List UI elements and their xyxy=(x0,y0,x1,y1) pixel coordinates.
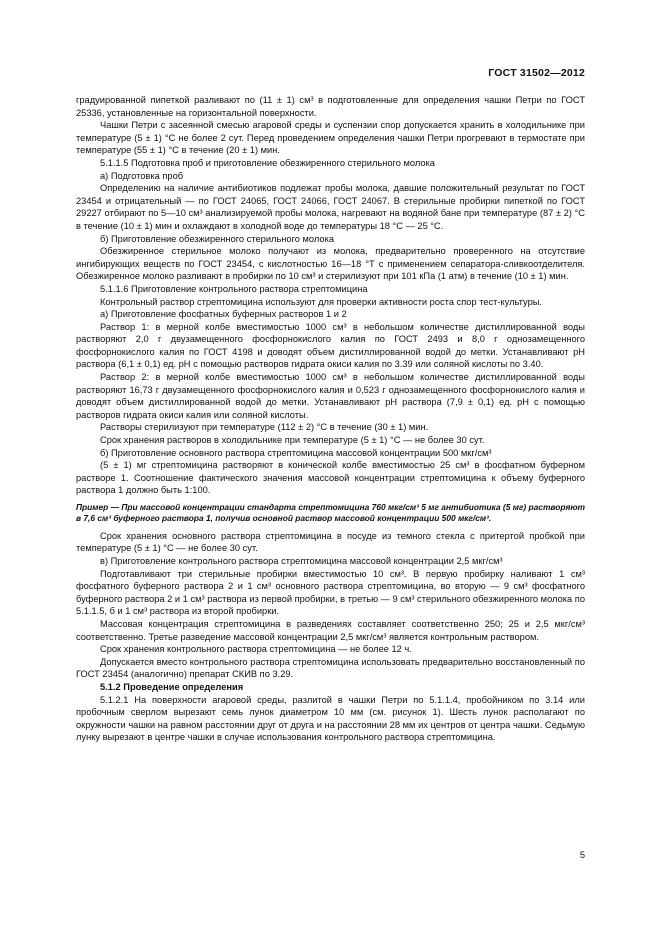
subsection-heading: б) Приготовление основного раствора стрептомицина массовой концентрации 500 мкг/см³ xyxy=(100,447,492,458)
subsection-heading: в) Приготовление контрольного раствора стрептомицина массовой концентрации 2,5 мкг/см³ xyxy=(100,556,503,566)
section-heading: 5.1.2 Проведение определения xyxy=(100,681,244,692)
paragraph: градуированной пипеткой разливают по (11 ± 1) см³ в подготовленные для определения чашки Петри по ГОСТ 25336, установленные на горизонтальной поверхности. xyxy=(76,95,585,118)
page-number: 5 xyxy=(579,850,585,860)
subsection-heading: а) Подготовка проб xyxy=(100,170,184,181)
paragraph: Чашки Петри с засеянной смесью агаровой среды и суспензии спор допускается хранить в холодильнике при температуре (5 ± 1) °С не более 2 сут. Перед проведением определения чашки Петри прогревают в термостате при температуре (55 ± 1) °С в течение (20 ± 1) мин. xyxy=(76,120,585,156)
section-heading: 5.1.1.5 Подготовка проб и приготовление обезжиренного стерильного молока xyxy=(100,157,435,168)
paragraph: Определению на наличие антибиотиков подлежат пробы молока, давшие положительный результат по ГОСТ 23454 и отрицательный — по ГОСТ 24065, ГОСТ 24066, ГОСТ 24067. В стерильные пробирки пипеткой по ГОСТ 29227 отбирают по 5—10 см³ анализируемой пробы молока, нагревают на водяной бане при температуре (87 ± 2) °С в течение (10 ± 1) мин и охлаждают в холодной воде до температуры 18 °С — 25 °С. xyxy=(76,183,585,231)
paragraph: Растворы стерилизуют при температуре (112 ± 2) °С в течение (30 ± 1) мин. xyxy=(100,422,429,433)
paragraph: Массовая концентрация стрептомицина в разведениях составляет соответственно 250; 25 и 2,5 мкг/см³ соответственно. Третье разведение массовой концентрации 2,5 мкг/см³ является контрольным раствором. xyxy=(76,618,585,642)
document-header: ГОСТ 31502—2012 xyxy=(488,67,585,79)
paragraph: Срок хранения контрольного раствора стрептомицина — не более 12 ч. xyxy=(100,644,412,655)
section-heading: 5.1.1.6 Приготовление контрольного раствора стрептомицина xyxy=(100,283,368,294)
paragraph: Контрольный раствор стрептомицина используют для проверки активности роста спор тест-культуры. xyxy=(100,296,543,307)
subsection-heading: а) Приготовление фосфатных буферных растворов 1 и 2 xyxy=(100,309,347,320)
subsection-heading: б) Приготовление обезжиренного стерильного молока xyxy=(100,233,335,244)
paragraph: Срок хранения основного раствора стрептомицина в посуде из темного стекла с притертой пробкой при температуре (5 ± 1) °С — не более 30 сут. xyxy=(76,530,585,554)
page-body xyxy=(76,94,585,744)
example-note: Пример — При массовой концентрации стандарта стрептомицина 760 мкг/см³ 5 мг антибиотика (5 мг) растворяют в 7,6 см³ буферного раствора 1, получив основной раствор массовой концентрации 500 мкг/см³. xyxy=(76,502,585,524)
paragraph: Допускается вместо контрольного раствора стрептомицина использовать предварительно восстановленный по ГОСТ 23454 (аналогично) препарат СКИВ по 3.29. xyxy=(76,656,585,680)
paragraph: Срок хранения растворов в холодильнике при температуре (5 ± 1) °С — не более 30 сут. xyxy=(100,435,485,446)
paragraph: Обезжиренное стерильное молоко получают из молока, предварительно проверенного на отсутствие ингибирующих веществ по ГОСТ 23454, с кислотностью 16—18 °Т с применением сепаратора-сливкоотделителя. Обезжиренное молоко разливают в пробирки по 10 см³ и стерилизуют при 101 кПа (1 атм) в течение (10 ± 1) мин. xyxy=(76,246,585,282)
paragraph: Подготавливают три стерильные пробирки вместимостью 10 см³. В первую пробирку наливают 1 см³ фосфатного буферного раствора 2 и 1 см³ основного раствора стрептомицина, во вторую — 9 см³ фосфатного буферного раствора 2 и 1 см³ раствора из первой пробирки, в третью — 9 см³ стерильного обезжиренного молока по 5.1.1.5, б и 1 см³ раствора из второй пробирки. xyxy=(76,568,585,617)
paragraph: Раствор 1: в мерной колбе вместимостью 1000 см³ в небольшом количестве дистиллированной воды растворяют 2,0 г двузамещенного фосфорнокислого калия по ГОСТ 2493 и 8,0 г однозамещенного фосфорнокислого калия по ГОСТ 4198 и доводят объем дистиллированной водой до метки. Устанавливают рН раствора (6,1 ± 0,1) ед. рН с помощью растворов гидрата окиси калия по 3.39 или соляной кислоты по 3.40. xyxy=(76,321,585,370)
paragraph: (5 ± 1) мг стрептомицина растворяют в конической колбе вместимостью 25 см³ в фосфатном буферном растворе 1. Соотношение фактического значения массовой концентрации стрептомицина к объему буферного раствора 1 должно быть 1:100. xyxy=(76,460,585,496)
paragraph: Раствор 2: в мерной колбе вместимостью 1000 см³ в небольшом количестве дистиллированной воды растворяют 16,73 г двузамещенного фосфорнокислого калия и 0,523 г однозамещенного фосфорнокислого калия и доводят объем дистиллированной водой до метки. Устанавливают рН раствора (7,9 ± 0,1) ед. рН с помощью растворов гидрата окиси калия или соляной кислоты. xyxy=(76,372,585,420)
paragraph: 5.1.2.1 На поверхности агаровой среды, разлитой в чашки Петри по 5.1.1.4, пробойником по 3.14 или пробочным сверлом вырезают семь лунок диаметром 10 мм (см. рисунок 1). Шесть лунок располагают по окружности чашки на равном расстоянии друг от друга и на расстоянии 28 мм их центров от центра чашки. Седьмую лунку вырезают в центре чашки в случае использования контрольного раствора стрептомицина. xyxy=(76,694,585,743)
